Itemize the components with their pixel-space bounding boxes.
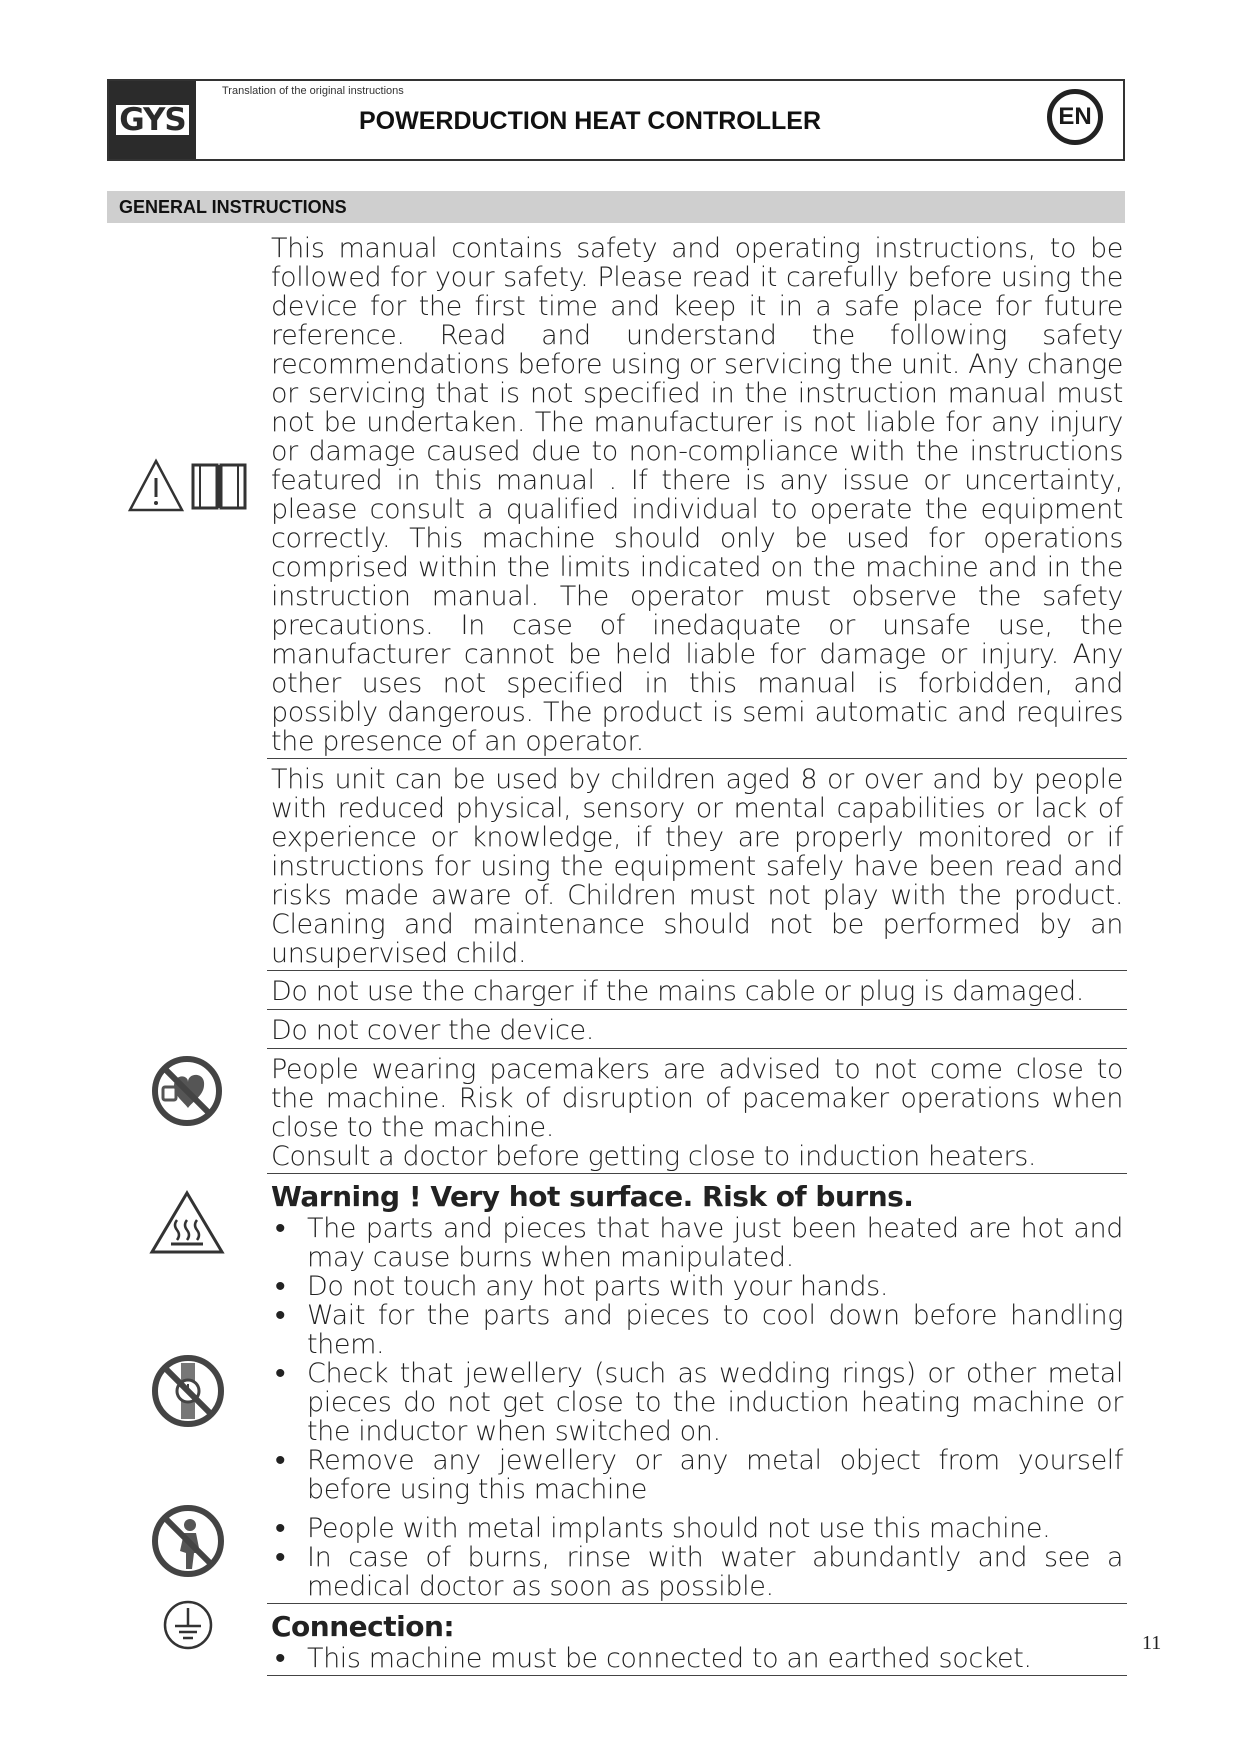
doctor-paragraph: Consult a doctor before getting close to induction heaters. [271,1141,1037,1172]
pacemaker-block [267,1049,1127,1174]
list-item: • Remove any jewellery or any metal object from yourself before using this machine [271,1446,1123,1504]
no-metal-implant-icon [150,1503,226,1579]
list-item: • People with metal implants should not use this machine. [271,1514,1123,1543]
connection-block [267,1604,1127,1676]
instructions-content [267,234,1127,1676]
pacemaker-paragraph: People wearing pacemakers are advised to not come close to the machine. Risk of disruption of pacemaker operations when close to the machine. [271,1054,1123,1143]
warning-block [267,1174,1127,1604]
page-title: POWERDUCTION HEAT CONTROLLER [359,107,822,135]
warning-triangle-icon [127,458,185,514]
header-subtitle: Translation of the original instructions [222,85,404,97]
no-metal-watch-icon [150,1353,226,1429]
list-item: • This machine must be connected to an earthed socket. [271,1644,1123,1673]
manual-book-icon [190,460,248,512]
page-number: 11 [1142,1632,1162,1654]
warning-list [271,1214,1123,1601]
list-item: • Do not touch any hot parts with your hands. [271,1272,1123,1301]
list-item: • Wait for the parts and pieces to cool down before handling them. [271,1301,1123,1359]
gys-logo [109,81,196,159]
intro-paragraph: This manual contains safety and operating instructions, to be followed for your safety. Please read it carefully before using the device for the first time and keep it in a safe place for future reference. Read and understand the following safety recommendations before using or servicing the unit. Any change or servicing that is not specified in the instruction manual must not be undertaken. The manufacturer is not liable for any injury or damage caused due to non-compliance with the instructions featured in this manual . If there is any issue or uncertainty, please consult a qualified individual to operate the equipment correctly. This machine should only be used for operations comprised within the limits indicated on the machine and in the instruction manual. The operator must observe the safety precautions. In case of inedaquate or unsafe use, the manufacturer cannot be held liable for damage or injury. Any other uses not specified in this manual is forbidden, and possibly dangerous. The product is semi automatic and requires the presence of an operator. [267,234,1127,759]
connection-heading: Connection: [271,1610,455,1643]
list-item: • The parts and pieces that have just been heated are hot and may cause burns when manipulated. [271,1214,1123,1272]
cover-warning: Do not cover the device. [267,1010,1127,1049]
charger-warning: Do not use the charger if the mains cable or plug is damaged. [267,971,1127,1010]
list-item: • Check that jewellery (such as wedding rings) or other metal pieces do not get close to the induction heating machine or the inductor when switched on. [271,1359,1123,1446]
logo-text: GYS [116,105,189,135]
section-title: GENERAL INSTRUCTIONS [107,191,1125,223]
hot-surface-icon [149,1190,225,1256]
page-header [107,79,1125,161]
language-badge: EN [1047,89,1103,145]
list-item: • In case of burns, rinse with water abundantly and see a medical doctor as soon as possible. [271,1543,1123,1601]
children-paragraph: This unit can be used by children aged 8 or over and by people with reduced physical, sensory or mental capabilities or lack of experience or knowledge, if they are properly monitored or if instructions for using the equipment safely have been read and risks made aware of. Children must not play with the product. Cleaning and maintenance should not be performed by an unsupervised child. [267,759,1127,971]
earth-ground-icon [161,1598,215,1652]
warning-heading: Warning ! Very hot surface. Risk of burns. [271,1180,914,1213]
connection-list [271,1644,1123,1673]
no-pacemaker-icon [150,1054,224,1128]
